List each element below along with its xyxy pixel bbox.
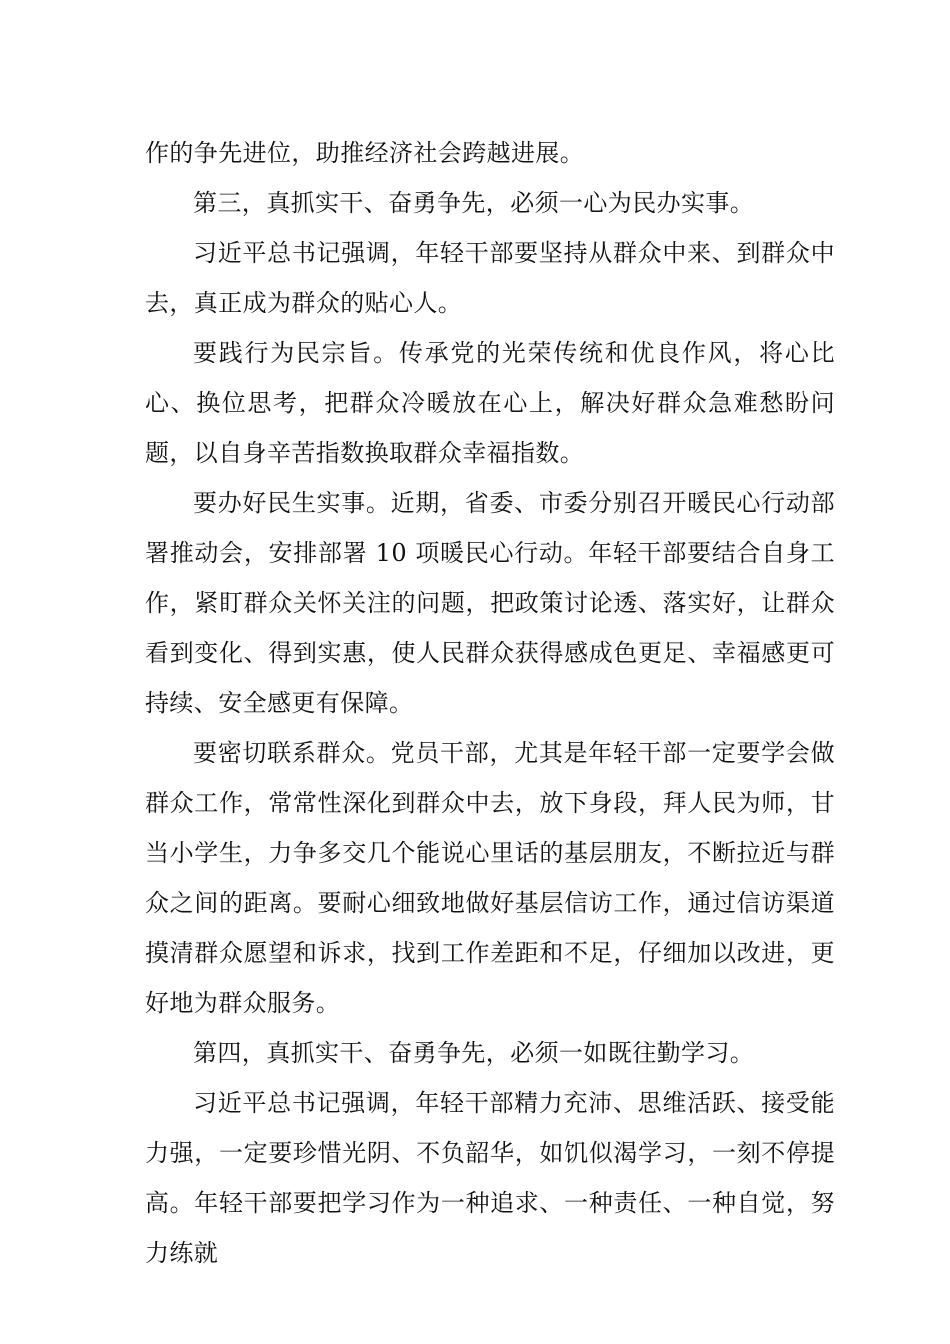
paragraph-contact-masses: 要密切联系群众。党员干部，尤其是年轻干部一定要学会做群众工作，常常性深化到群众中去，放下身段，拜人民为师，甘当小学生，力争多交几个能说心里话的基层朋友，不断拉近与群众之间的距离。要耐心细致地做好基层信访工作，通过信访渠道摸清群众愿望和诉求，找到工作差距和不足，仔细加以改进，更好地为群众服务。 [145,739,835,1017]
paragraph-continuation: 作的争先进位，助推经济社会跨越进展。 [145,139,585,167]
paragraph-section-three-heading: 第三，真抓实干、奋勇争先，必须一心为民办实事。 [193,189,755,217]
paragraph-practice-purpose: 要践行为民宗旨。传承党的光荣传统和优良作风，将心比心、换位思考，把群众冷暖放在心上，解决好群众急难愁盼问题，以自身辛苦指数换取群众幸福指数。 [145,339,835,467]
paragraph-quote-2: 习近平总书记强调，年轻干部精力充沛、思维活跃、接受能力强，一定要珍惜光阴、不负韶华，如饥似渴学习，一刻不停提高。年轻干部要把学习作为一种追求、一种责任、一种自觉，努力练就 [145,1089,835,1267]
document-body [145,128,835,1278]
paragraph-quote-1: 习近平总书记强调，年轻干部要坚持从群众中来、到群众中去，真正成为群众的贴心人。 [145,239,835,317]
paragraph-livelihood: 要办好民生实事。近期，省委、市委分别召开暖民心行动部署推动会，安排部署 10 项暖民心行动。年轻干部要结合自身工作，紧盯群众关怀关注的问题，把政策讨论透、落实好，让群众看到变化、得到实惠，使人民群众获得感成色更足、幸福感更可持续、安全感更有保障。 [145,489,835,717]
paragraph-section-four-heading: 第四，真抓实干、奋勇争先，必须一如既往勤学习。 [193,1039,755,1067]
